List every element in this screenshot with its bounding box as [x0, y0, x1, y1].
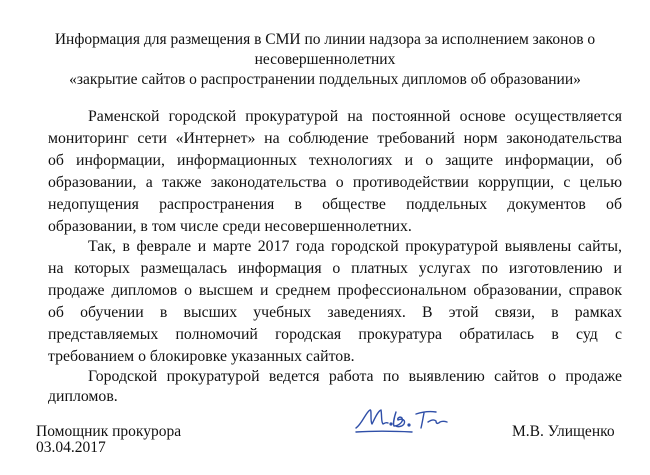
- paragraph-1-line-5: недопущения распространения в обществе поддельных документов об: [48, 196, 622, 213]
- paragraph-1-line-2: мониторинг сети «Интернет» на соблюдение требований норм законодательства: [48, 130, 622, 147]
- paragraph-2-line-2: на которых размещалась информация о платных услугах по изготовлению и: [48, 260, 622, 277]
- paragraph-2-line-5: представляемых полномочий городская прокуратура обратилась в суд с: [48, 326, 622, 343]
- paragraph-3-line-1: Городской прокуратурой ведется работа по выявлению сайтов о продаже: [88, 368, 622, 385]
- paragraph-2-line-4: об обучении в высших учебных заведениях. В этой связи, в рамках: [48, 304, 622, 321]
- paragraph-1-line-1: Раменской городской прокуратурой на постоянной основе осуществляется: [88, 108, 622, 125]
- paragraph-3-line-2: дипломов.: [48, 388, 118, 405]
- document-date: 03.04.2017: [36, 439, 106, 456]
- paragraph-2-line-3: продаже дипломов о высшем и среднем профессиональном образовании, справок: [48, 282, 622, 299]
- paragraph-1-line-3: об информации, информационных технологиях и о защите информации, об: [48, 152, 622, 169]
- document-heading-line-3: «закрытие сайтов о распространении поддельных дипломов об образовании»: [69, 71, 581, 88]
- handwritten-signature: [352, 402, 472, 438]
- signer-position: Помощник прокурора: [36, 423, 182, 440]
- document-heading-line-1: Информация для размещения в СМИ по линии надзора за исполнением законов о: [54, 31, 596, 48]
- paragraph-2-line-6: требованием о блокировке указанных сайтов.: [48, 348, 355, 365]
- paragraph-1-line-4: образовании, а также законодательства о противодействии коррупции, с целью: [48, 174, 622, 191]
- paragraph-1-line-6: образовании, в том числе среди несовершеннолетних.: [48, 218, 412, 235]
- signer-name: М.В. Улищенко: [512, 423, 615, 440]
- paragraph-2-line-1: Так, в феврале и марте 2017 года городской прокуратурой выявлены сайты,: [88, 238, 622, 255]
- document-heading-line-2: несовершеннолетних: [254, 51, 396, 68]
